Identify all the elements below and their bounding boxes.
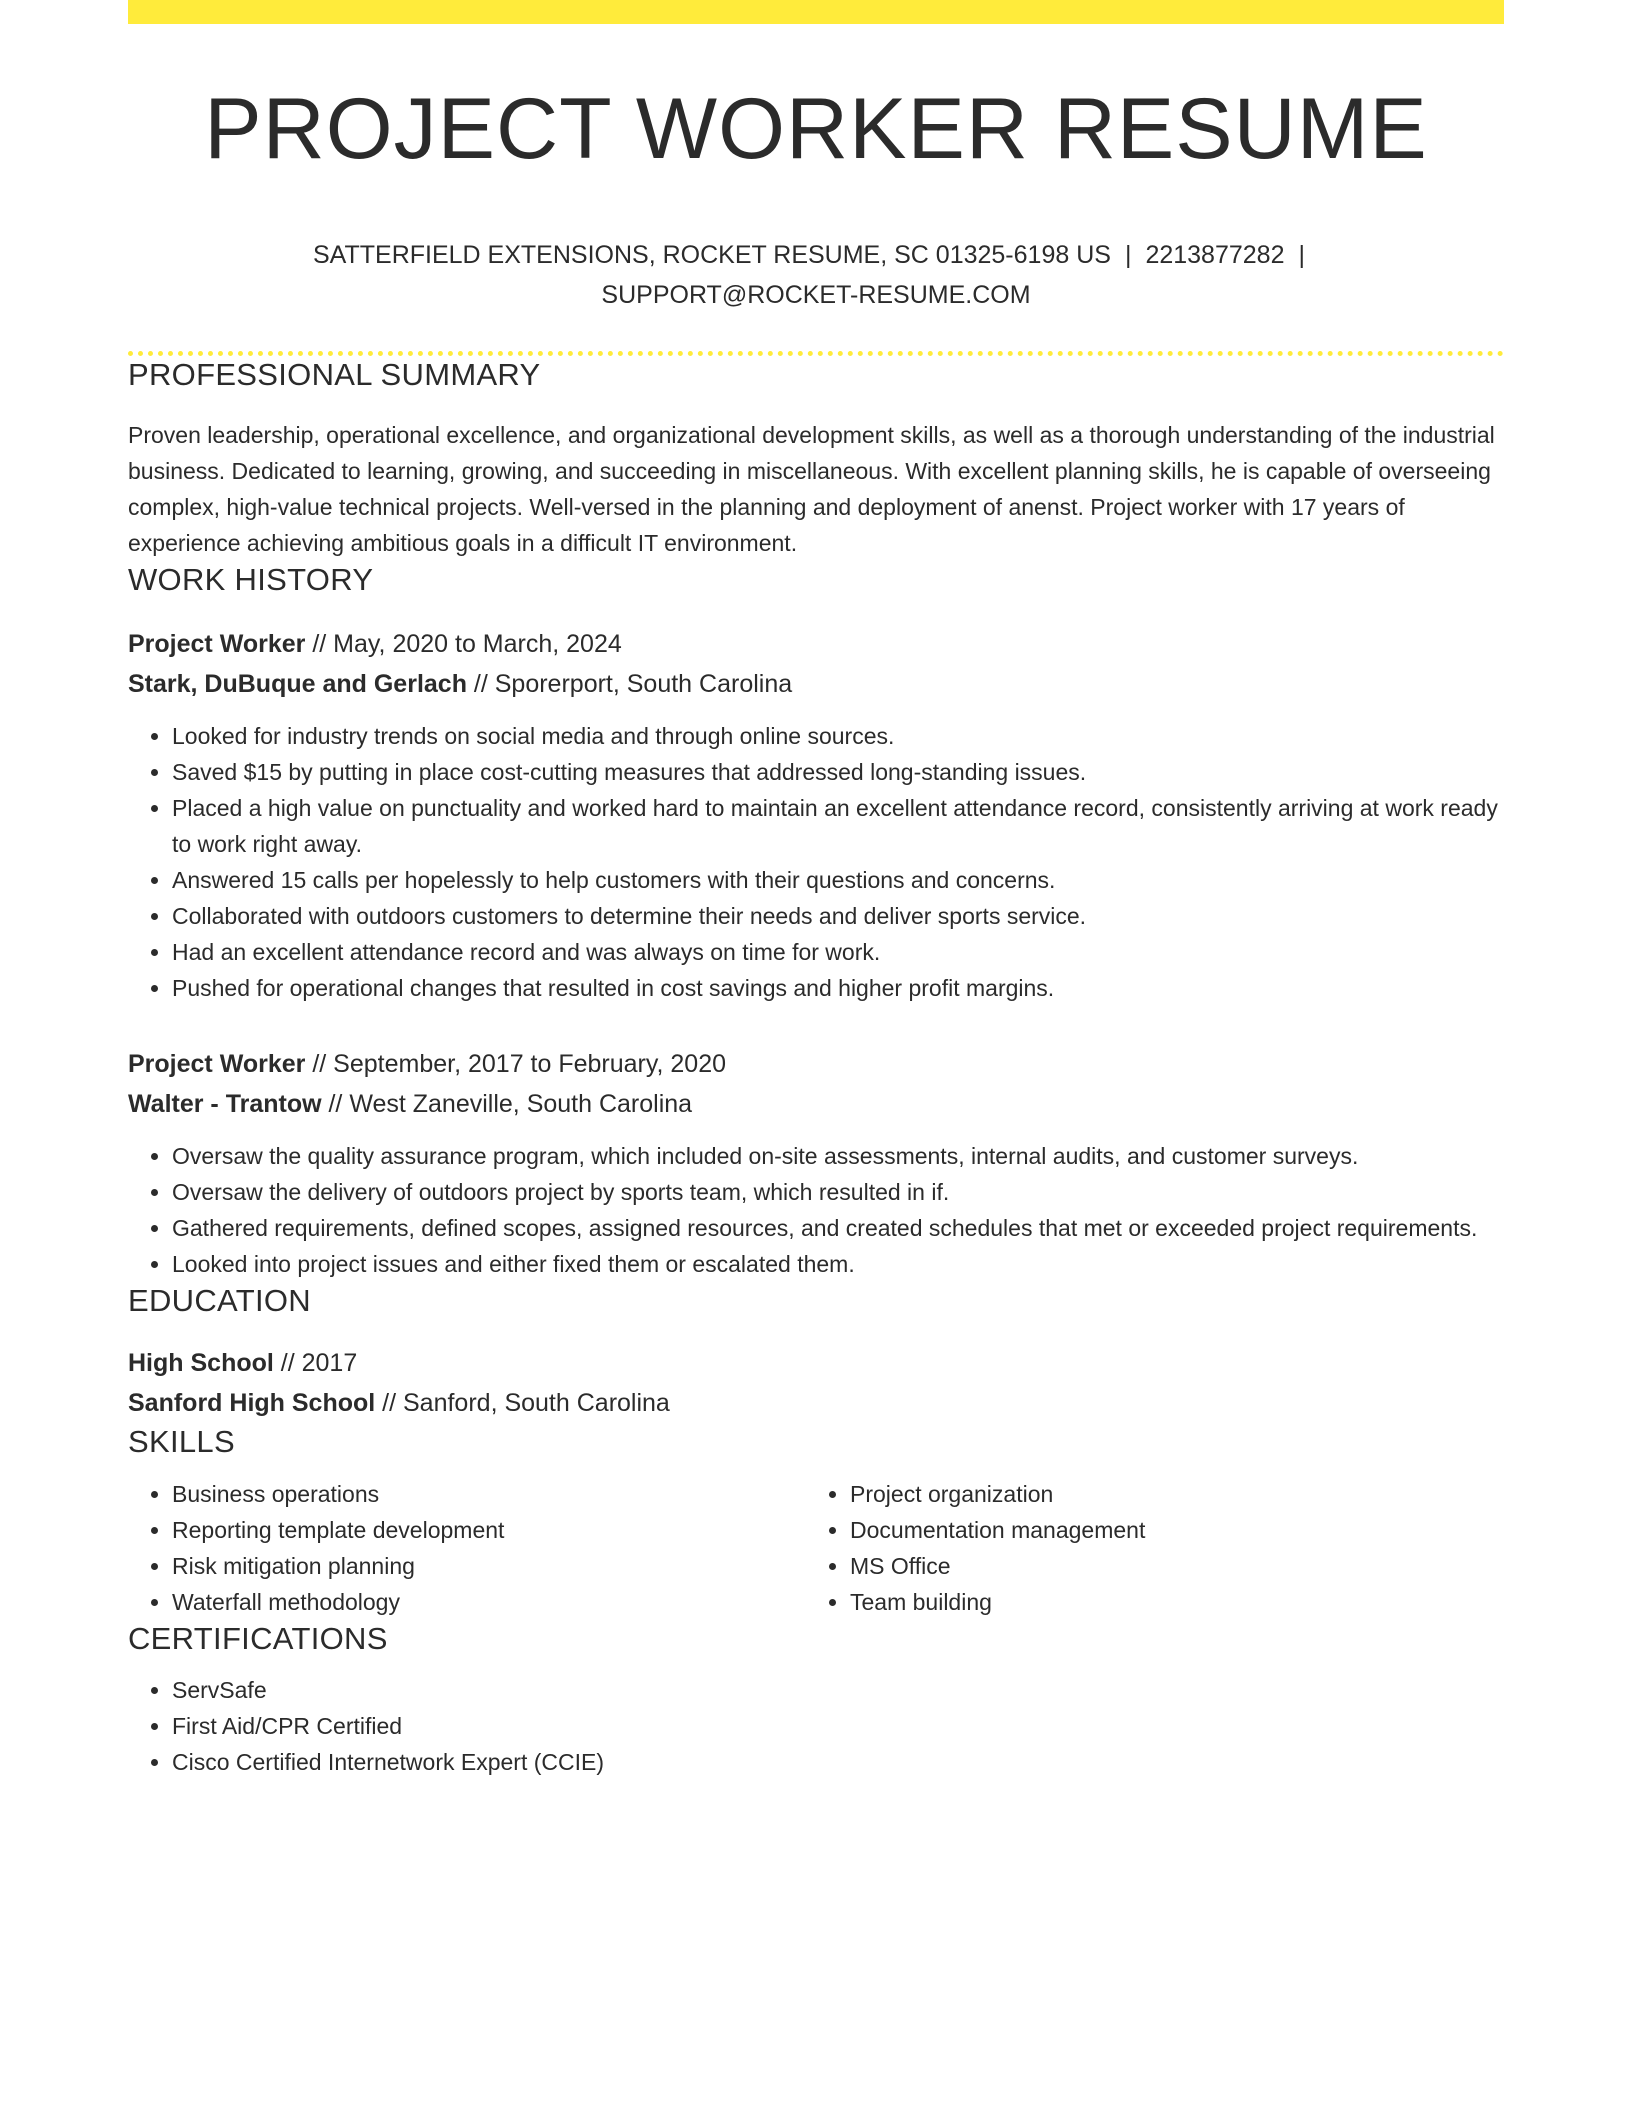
job-entry [128,1044,1504,1282]
section-heading-certifications: CERTIFICATIONS [128,1621,388,1657]
job-title-line [128,624,1504,664]
education-year: // 2017 [273,1349,358,1378]
resume-title: PROJECT WORKER RESUME [204,81,1428,177]
list-item: • Gathered requirements, defined scopes, assigned resources, and created schedules that met or exceeded project requirements. [172,1210,1504,1246]
skills-grid [128,1476,1504,1620]
list-item: • Collaborated with outdoors customers to determine their needs and deliver sports service. [172,898,1504,934]
job-dates: // May, 2020 to March, 2024 [305,629,622,658]
job-title-line [128,1044,1504,1084]
list-item: • Business operations [172,1476,806,1512]
job-company-line [128,1084,1504,1124]
list-item: • Pushed for operational changes that resulted in cost savings and higher profit margins. [172,970,1504,1006]
list-item: • MS Office [850,1548,1484,1584]
list-item: • Oversaw the delivery of outdoors project by sports team, which resulted in if. [172,1174,1504,1210]
list-item: • Reporting template development [172,1512,806,1548]
job-bullet-list [128,718,1504,1006]
education-school-line [128,1383,1504,1423]
education-location: // Sanford, South Carolina [375,1389,670,1418]
education-entry [128,1343,1504,1423]
list-item: • Project organization [850,1476,1484,1512]
list-item: • Oversaw the quality assurance program, which included on-site assessments, internal audits, and customer surveys. [172,1138,1504,1174]
list-item: • Placed a high value on punctuality and worked hard to maintain an excellent attendance record, consistently arriving at work ready to work right away. [172,790,1504,862]
list-item: • ServSafe [172,1672,1504,1708]
contact-address: SATTERFIELD EXTENSIONS, ROCKET RESUME, SC 01325-6198 US [313,240,1111,269]
contact-separator: | [1298,240,1305,269]
contact-info [276,235,1356,315]
skills-column-left [128,1476,806,1620]
education-degree: High School [128,1349,274,1378]
skills-list [128,1476,806,1620]
resume-page [128,0,1504,1780]
section-heading-summary: PROFESSIONAL SUMMARY [128,356,541,392]
list-item: • Looked into project issues and either fixed them or escalated them. [172,1246,1504,1282]
education-degree-line [128,1343,1504,1383]
job-company-line [128,664,1504,704]
contact-email: SUPPORT@ROCKET-RESUME.COM [601,280,1031,309]
section-heading-skills: SKILLS [128,1424,235,1460]
list-item: • First Aid/CPR Certified [172,1708,1504,1744]
section-heading-work-history: WORK HISTORY [128,561,374,597]
accent-top-bar [128,0,1504,24]
list-item: • Looked for industry trends on social media and through online sources. [172,718,1504,754]
list-item: • Cisco Certified Internetwork Expert (CCIE) [172,1744,1504,1780]
job-title: Project Worker [128,1049,306,1078]
list-item: • Team building [850,1584,1484,1620]
job-dates: // September, 2017 to February, 2020 [305,1049,727,1078]
job-title: Project Worker [128,629,306,658]
list-item: • Risk mitigation planning [172,1548,806,1584]
job-company: Stark, DuBuque and Gerlach [128,669,467,698]
contact-separator: | [1124,240,1132,269]
job-location: // Sporerport, South Carolina [466,669,793,698]
summary-paragraph: Proven leadership, operational excellence, and organizational development skills, as well as a thorough understanding of the industrial business. Dedicated to learning, growing, and succeeding in miscellaneous. With excellent planning skills, he is capable of overseeing complex, high-value technical projects. Well-versed in the planning and deployment of anenst. Project worker with 17 years of experience achieving ambitious goals in a difficult IT environment. [128,421,1495,556]
job-location: // West Zaneville, South Carolina [321,1089,693,1118]
contact-phone: 2213877282 [1145,240,1285,269]
list-item: • Documentation management [850,1512,1484,1548]
list-item: • Waterfall methodology [172,1584,806,1620]
skills-list [806,1476,1484,1620]
job-entry [128,624,1504,1006]
job-bullet-list [128,1138,1504,1282]
section-heading-education: EDUCATION [128,1282,311,1318]
certifications-list [128,1672,1504,1780]
skills-column-right [806,1476,1484,1620]
list-item: • Answered 15 calls per hopelessly to help customers with their questions and concerns. [172,862,1504,898]
job-company: Walter - Trantow [128,1089,322,1118]
list-item: • Saved $15 by putting in place cost-cutting measures that addressed long-standing issues. [172,754,1504,790]
education-school: Sanford High School [128,1389,376,1418]
list-item: • Had an excellent attendance record and was always on time for work. [172,934,1504,970]
